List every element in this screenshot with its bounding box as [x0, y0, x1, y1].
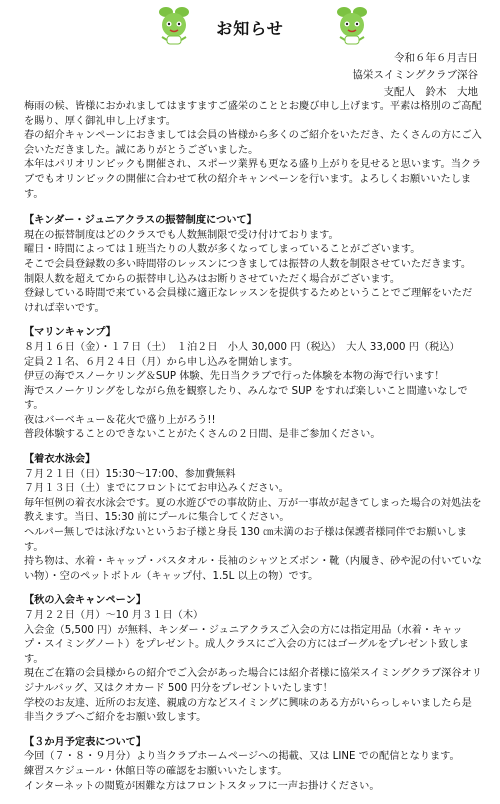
- section-line: インターネットの閲覧が困難な方はフロントスタッフに一声お掛けください。: [24, 780, 380, 792]
- manager-signature: 支配人 鈴木 大地: [383, 86, 478, 98]
- intro-paragraph: 春の紹介キャンペーンにおきましては会員の皆様から多くのご紹介をいただき、たくさんの方にご入会いただきました。誠にありがとうございました。: [24, 130, 482, 156]
- section-line: 定員２１名、６月２４日（月）から申し込みを開始します。: [24, 356, 299, 368]
- section-title: 【３か月予定表について】: [24, 736, 147, 748]
- intro: [24, 100, 482, 202]
- section-line: ７月１３日（土）までにフロントにてお申込みください。: [24, 483, 289, 495]
- section-line: ８月１６日（金）・１７日（土） １泊２日 小人 30,000 円（税込） 大人 33,000 円（税込）: [24, 341, 460, 353]
- intro-paragraph: 梅雨の候、皆様におかれましてはますますご盛栄のこととお慶び申し上げます。平素は格別のご高配を賜り、厚く御礼申し上げます。: [24, 101, 482, 127]
- section-transfer: [24, 214, 482, 316]
- section-line: そこで会員登録数の多い時間帯のレッスンにつきましては振替の人数を制限させていただきます。: [24, 258, 472, 270]
- organization: 協栄スイミングクラブ深谷: [352, 69, 478, 81]
- notice-body: [24, 100, 482, 804]
- section-line: 持ち物は、水着・キャップ・バスタオル・長袖のシャツとズボン・靴（内履き、砂や泥の付いていない物）・空のペットボトル（キャップ付、1.5L 以上の物）です。: [24, 556, 482, 582]
- section-autumn-campaign: [24, 594, 482, 725]
- section-line: 夜はバーベキュー＆花火で盛り上がろう!!: [24, 414, 216, 426]
- section-line: ７月２２日（月）～10 月３１日（木）: [24, 610, 204, 621]
- page-title: お知らせ: [216, 19, 284, 38]
- section-line: 普段体験することのできないことがたくさんの２日間、是非ご参加ください。: [24, 429, 381, 441]
- section-title: 【マリンキャンプ】: [24, 327, 116, 339]
- letter-header: [352, 50, 478, 101]
- section-line: 伊豆の海でスノーケリング＆SUP 体験、先日当クラブで行った体験を本物の海で行います！: [24, 371, 445, 383]
- intro-paragraph: 本年はパリオリンピックも開催され、スポーツ業界も更なる盛り上がりを見せると思います。当クラブでもオリンピックの開催に合わせて秋の紹介キャンペーンを行います。よろしくお願いいたします。: [24, 159, 482, 200]
- section-line: 登録している時間で来ている会員様に適正なレッスンを提供するためということでご理解をいただければ幸いです。: [24, 288, 473, 314]
- section-schedule: [24, 736, 482, 794]
- section-line: 制限人数を超えてからの振替申し込みはお断りさせていただく場合がございます。: [24, 273, 401, 285]
- section-line: 毎年恒例の着衣水泳会です。夏の水遊びでの事故防止、万が一事故が起きてしまった場合の対処法を教えます。当日、15:30 前にプールに集合してください。: [24, 497, 482, 524]
- section-clothed-swim: [24, 453, 482, 584]
- section-line: ヘルパー無しでは泳げないというお子様と身長 130 ㎝未満のお子様は保護者様同伴でお願いします。: [24, 527, 467, 553]
- section-line: 現在の振替制度はどのクラスでも人数無制限で受け付けております。: [24, 229, 339, 241]
- section-line: ７月２１日（日）15:30～17:00、参加費無料: [24, 468, 236, 480]
- section-line: 海でスノーケリングをしながら魚を観察したり、みんなで SUP をすれば楽しいこと間違いなしです。: [24, 385, 468, 412]
- date: 令和６年６月吉日: [394, 52, 478, 64]
- section-marine-camp: [24, 326, 482, 443]
- section-title: 【着衣水泳会】: [24, 454, 96, 466]
- section-title: 【秋の入会キャンペーン】: [24, 595, 147, 607]
- section-line: 現在ご在籍の会員様からの紹介でご入会があった場合には紹介者様に協栄スイミングクラブ深谷オリジナルバッグ、又はクオカード 500 円分をプレゼントいたします！: [24, 668, 482, 694]
- section-line: 学校のお友達、近所のお友達、親戚の方などスイミングに興味のある方がいらっしゃいましたら是非当クラブへご紹介をお願い致します。: [24, 697, 472, 724]
- section-line: 入会金（5,500 円）が無料、キンダー・ジュニアクラスご入会の方には指定用品（水着・キャップ・スイミングノート）をプレゼント。成人クラスにご入会の方にはゴーグルをプレゼント致します。: [24, 624, 469, 665]
- section-title: 【キンダー・ジュニアクラスの振替制度について】: [24, 215, 257, 227]
- section-line: 練習スケジュール・休館日等の確認をお願いいたします。: [24, 765, 288, 777]
- section-line: 曜日・時間によっては１班当たりの人数が多くなってしまっていることがございます。: [24, 244, 421, 256]
- section-line: 今回（７・８・９月分）より当クラブホームページへの掲載、又は LINE での配信となります。: [24, 751, 460, 763]
